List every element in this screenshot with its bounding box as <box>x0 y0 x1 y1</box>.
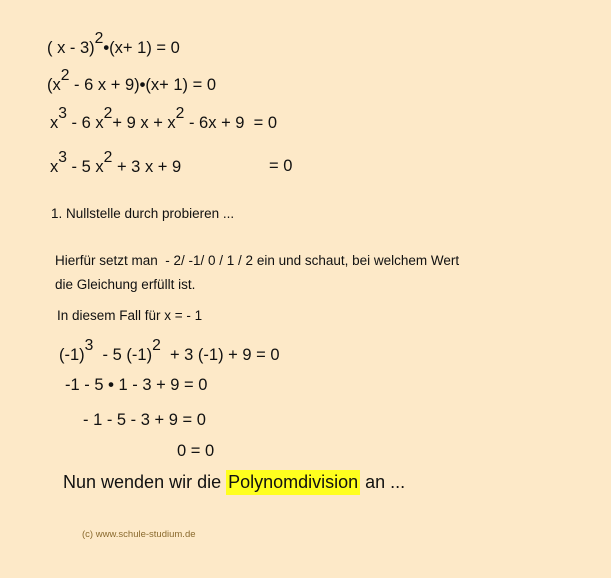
equation-1 <box>47 30 180 58</box>
eq3-exponent-1: 3 <box>58 105 67 122</box>
eq3-x: x <box>50 114 59 133</box>
eq4-exponent-2: 2 <box>103 149 113 166</box>
check1-term-2: - 5 (-1) <box>93 346 153 365</box>
eq3-term-2: - 6 x <box>66 114 104 133</box>
check1-rest: + 3 (-1) + 9 = 0 <box>160 346 280 365</box>
eq2-multiply-dot: • <box>139 76 146 95</box>
check2-rest: 1 - 3 + 9 = 0 <box>113 376 208 394</box>
highlighted-term: Polynomdivision <box>226 470 360 495</box>
equation-3 <box>50 105 278 133</box>
eq3-exponent-2: 2 <box>103 105 113 122</box>
check-line-4: 0 = 0 <box>177 442 215 460</box>
eq3-term-3: + 9 x + x <box>112 114 176 133</box>
check2-start: -1 - 5 <box>65 376 109 394</box>
eq1-rest: (x+ 1) = 0 <box>109 39 180 58</box>
explanation-line-1: Hierfür setzt man - 2/ -1/ 0 / 1 / 2 ein und schaut, bei welchem Wert <box>55 253 460 268</box>
check-line-3: - 1 - 5 - 3 + 9 = 0 <box>83 411 206 429</box>
check2-multiply-dot: • <box>108 376 114 394</box>
conclusion-start: Nun wenden wir die <box>63 472 227 492</box>
equation-4 <box>50 149 182 177</box>
eq1-base: ( x - 3) <box>47 39 95 58</box>
explanation-line-2: die Gleichung erfüllt ist. <box>55 277 196 292</box>
eq2-base: (x <box>47 76 61 95</box>
step-heading: 1. Nullstelle durch probieren ... <box>51 206 235 221</box>
check1-base: (-1) <box>59 346 85 365</box>
equation-4-equals: = 0 <box>269 157 293 175</box>
eq1-exponent: 2 <box>94 30 104 47</box>
eq4-term-2: - 5 x <box>66 158 104 177</box>
eq2-exponent: 2 <box>60 67 70 84</box>
eq2-middle: - 6 x + 9) <box>69 76 140 95</box>
check1-exponent-1: 3 <box>84 337 94 354</box>
conclusion <box>63 473 405 491</box>
eq2-rest: (x+ 1) = 0 <box>145 76 217 95</box>
check-line-2 <box>65 377 207 394</box>
eq3-exponent-3: 2 <box>175 105 185 122</box>
check1-exponent-2: 2 <box>152 337 161 354</box>
case-statement: In diesem Fall für x = - 1 <box>57 308 203 323</box>
eq4-exponent-1: 3 <box>58 149 67 166</box>
eq4-term-3: + 3 x + 9 <box>112 158 182 177</box>
equation-2 <box>47 67 217 95</box>
eq4-x: x <box>50 158 59 177</box>
copyright-footer: (c) www.schule-studium.de <box>82 529 196 540</box>
eq3-rest: - 6x + 9 = 0 <box>184 114 278 133</box>
check-line-1 <box>59 337 280 365</box>
conclusion-end: an ... <box>360 472 406 492</box>
eq1-multiply-dot: • <box>103 39 110 58</box>
